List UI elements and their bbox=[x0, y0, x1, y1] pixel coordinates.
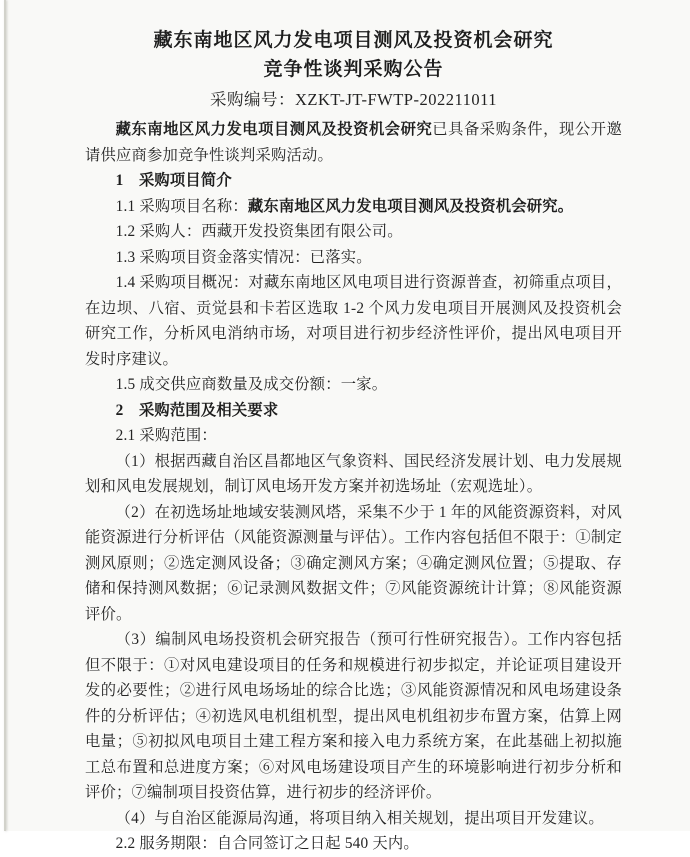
para-2-1-item-1: （1）根据西藏自治区昌都地区气象资料、国民经济发展计划、电力发展规划和风电发展规划，制订风电场开发方案并初选场址（宏观选址）。 bbox=[85, 452, 622, 495]
procurement-number-line bbox=[85, 88, 622, 111]
para-1-2: 1.2 采购人：西藏开发投资集团有限公司。 bbox=[115, 223, 403, 240]
para-1-1-project-name: 藏东南地区风力发电项目测风及投资机会研究。 bbox=[247, 197, 574, 215]
para-2-1-item-2: （2）在初选场址地域安装测风塔，采集不少于 1 年的风能资源资料，对风能资源进行分析评估（风能资源测量与评估）。工作内容包括但不限于：①制定测风原则；②选定测风设备；③确定测风方案；④确定测风位置；⑤提取、存储和保持测风数据；⑥记录测风数据文件；⑦风能资源统计计算；⑧风能资源评价。 bbox=[85, 503, 622, 623]
para-2-2: 2.2 服务期限：自合同签订之日起 540 天内。 bbox=[115, 835, 419, 852]
para-1-1 bbox=[85, 194, 622, 220]
intro-project-name: 藏东南地区风力发电项目测风及投资机会研究 bbox=[115, 121, 433, 138]
para-2-1: 2.1 采购范围： bbox=[115, 427, 217, 444]
para-1-1-label: 1.1 采购项目名称： bbox=[115, 197, 248, 215]
section-2-heading: 2 采购范围及相关要求 bbox=[115, 401, 279, 419]
para-1-3: 1.3 采购项目资金落实情况：已落实。 bbox=[115, 248, 372, 266]
procurement-number-value: XZKT-JT-FWTP-202211011 bbox=[295, 90, 497, 109]
document-title-line2: 竞争性谈判采购公告 bbox=[263, 59, 444, 80]
intro-rest-text: 已具备采购条件，现公开邀请供应商参加竞争性谈判采购活动。 bbox=[85, 121, 622, 164]
para-1-5: 1.5 成交供应商数量及成交份额：一家。 bbox=[115, 376, 388, 393]
document-title-line1: 藏东南地区风力发电项目测风及投资机会研究 bbox=[153, 30, 554, 51]
para-2-1-item-3: （3）编制风电场投资机会研究报告（预可行性研究报告）。工作内容包括但不限于：①对风电建设项目的任务和规模进行初步拟定，并论证项目建设开发的必要性；②进行风电场场址的综合比选；③风能资源情况和风电场建设条件的分析评估；④初选风电机组机型，提出风电机组初步布置方案，估算上网电量；⑤初拟风电项目土建工程方案和接入电力系统方案，在此基础上初拟施工总布置和总进度方案；⑥对风电场建设项目产生的环境影响进行初步分析和评价；⑦编制项目投资估算，进行初步的经济评价。 bbox=[85, 631, 622, 801]
procurement-number-label: 采购编号： bbox=[210, 90, 295, 109]
scan-edge-line-artifact bbox=[4, 0, 6, 831]
para-2-1-item-4: （4）与自治区能源局沟通，将项目纳入相关规划，提出项目开发建议。 bbox=[115, 809, 604, 827]
document-content bbox=[85, 26, 622, 857]
para-1-4: 1.4 采购项目概况：对藏东南地区风电项目进行资源普查，初筛重点项目，在边坝、八宿、贡觉县和卡若区选取 1-2 个风力发电项目开展测风及投资机会研究工作，分析风电消纳市场，对项目进行初步经济性评价，提出风电项目开发时序建议。 bbox=[85, 274, 622, 368]
section-1-heading: 1 采购项目简介 bbox=[115, 172, 232, 189]
intro-paragraph bbox=[85, 117, 622, 168]
